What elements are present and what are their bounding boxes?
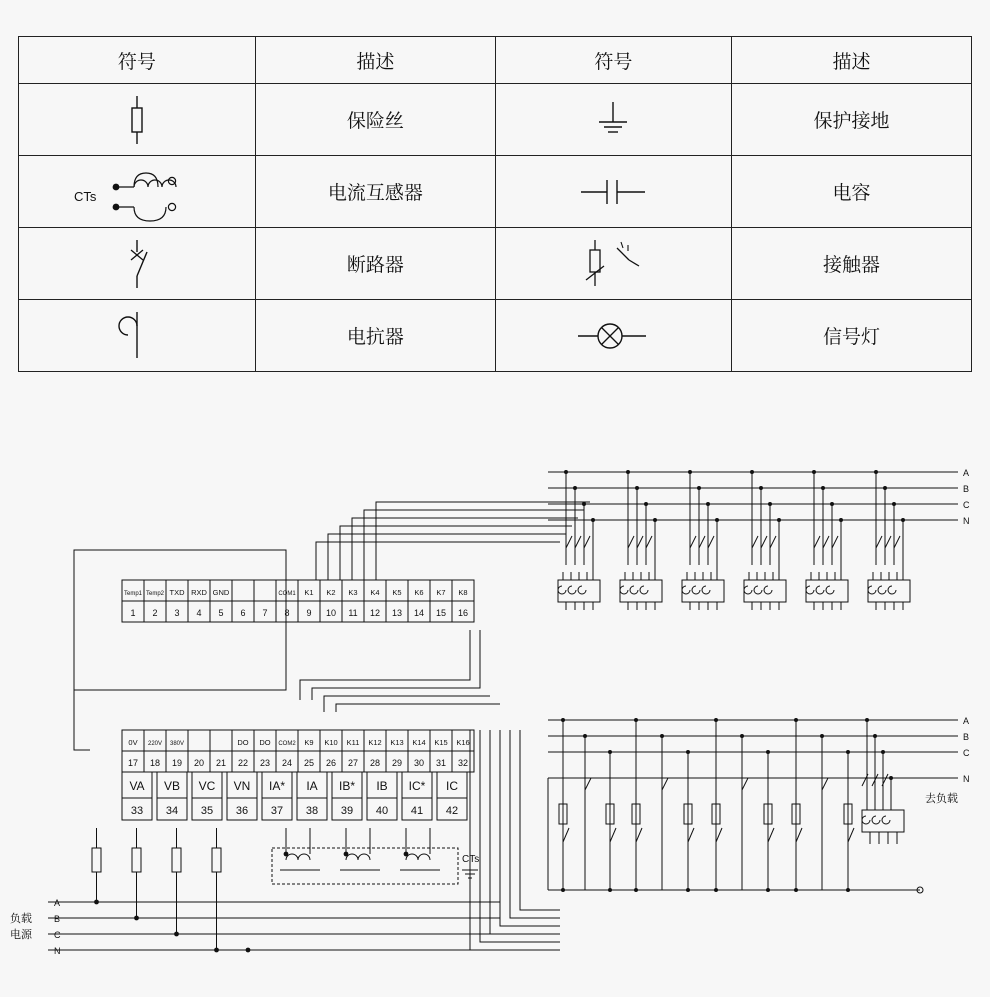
mid-terminal-block	[122, 730, 474, 772]
mid-terminal-name-label: K12	[368, 738, 382, 747]
bottom-terminal-name-label: IB	[376, 779, 388, 793]
mid-terminal-name-label: K15	[434, 738, 448, 747]
mid-terminal-name-label: DO	[259, 738, 271, 747]
top-terminal-name-label: GND	[212, 588, 230, 597]
current-transformer-icon	[19, 156, 256, 228]
top-terminal-block	[122, 580, 474, 622]
bus-label-n-bottom: N	[54, 946, 61, 956]
bus-label-c-top: C	[963, 500, 970, 510]
mid-terminal-number-label: 25	[303, 758, 315, 768]
top-terminal-name-label: COM1	[278, 591, 296, 597]
mid-terminal-number-label: 21	[215, 758, 227, 768]
top-terminal-number-label: 14	[413, 608, 425, 618]
top-terminal-name-label: K2	[326, 588, 336, 597]
top-terminal-name-cell[interactable]	[232, 580, 254, 601]
bus-label-c-bottom: C	[54, 930, 61, 940]
bus-label-c-mid: C	[963, 748, 970, 758]
top-terminal-name-label: K3	[348, 588, 358, 597]
mid-terminal-name-label: 380V	[169, 741, 185, 747]
header-symbol-left: 符号	[19, 37, 256, 84]
bottom-terminal-number-label: 37	[270, 805, 284, 817]
top-terminal-name-label: K8	[458, 588, 468, 597]
bus-label-b-top: B	[963, 484, 970, 494]
bottom-terminal-number-label: 35	[200, 805, 214, 817]
signal-lamp-icon	[495, 300, 731, 372]
wiring-schematic	[0, 430, 990, 997]
contactor-icon	[495, 228, 731, 300]
bottom-terminal-name-label: IB*	[338, 779, 356, 793]
table-row	[19, 156, 972, 228]
mid-terminal-name-cell[interactable]	[188, 730, 210, 751]
top-terminal-name-label: K1	[304, 588, 314, 597]
bottom-terminal-number-label: 38	[305, 805, 319, 817]
mid-terminal-number-label: 29	[391, 758, 403, 768]
bottom-terminal-number-label: 33	[130, 805, 144, 817]
top-terminal-number-label: 12	[369, 608, 381, 618]
protective-earth-icon	[495, 84, 731, 156]
bus-label-b-bottom: B	[54, 914, 61, 924]
mid-terminal-name-label: K14	[412, 738, 426, 747]
header-symbol-right: 符号	[495, 37, 731, 84]
top-terminal-number-label: 15	[435, 608, 447, 618]
mid-terminal-name-label: K13	[390, 738, 404, 747]
capacitor-label: 电容	[731, 156, 971, 228]
mid-terminal-name-label: DO	[237, 738, 249, 747]
protective-earth-label: 保护接地	[731, 84, 971, 156]
mid-terminal-number-label: 17	[127, 758, 139, 768]
top-terminal-number-label: 7	[262, 608, 268, 618]
mid-terminal-name-label: K16	[456, 738, 470, 747]
top-terminal-name-label: RXD	[191, 588, 207, 597]
top-terminal-name-cell[interactable]	[254, 580, 276, 601]
capacitor-icon	[495, 156, 731, 228]
load-label: 去负载	[925, 793, 958, 805]
bottom-terminal-number-label: 41	[410, 805, 424, 817]
top-terminal-name-label: Temp1	[123, 591, 143, 597]
bottom-terminal-number-label: 42	[445, 805, 459, 817]
mid-terminal-number-label: 19	[171, 758, 183, 768]
reactor-icon	[19, 300, 256, 372]
mid-terminal-number-label: 32	[457, 758, 469, 768]
bottom-terminal-name-label: VN	[233, 779, 251, 793]
bottom-terminal-name-label: VB	[163, 779, 181, 793]
top-terminal-number-label: 9	[306, 608, 312, 618]
bottom-terminal-name-label: IC	[446, 779, 458, 793]
mid-terminal-number-label: 23	[259, 758, 271, 768]
top-terminal-name-label: K5	[392, 588, 402, 597]
mid-terminal-number-label: 26	[325, 758, 337, 768]
top-terminal-number-label: 11	[348, 608, 358, 618]
top-terminal-number-label: 6	[240, 608, 246, 618]
bottom-terminal-name-label: IA*	[268, 779, 286, 793]
mid-terminal-number-label: 22	[237, 758, 249, 768]
top-terminal-number-label: 16	[457, 608, 469, 618]
bus-label-n-mid: N	[963, 774, 970, 784]
mid-terminal-number-label: 18	[149, 758, 161, 768]
top-terminal-name-label: TXD	[169, 588, 185, 597]
bus-label-b-mid: B	[963, 732, 970, 742]
bottom-terminal-name-label: IC*	[408, 779, 426, 793]
top-terminal-number-label: 2	[152, 608, 158, 618]
mid-terminal-number-label: 24	[281, 758, 293, 768]
mid-terminal-name-label: K11	[346, 738, 360, 747]
current-transformer-label: 电流互感器	[255, 156, 495, 228]
fuse-icon	[19, 84, 256, 156]
header-desc-right: 描述	[731, 37, 971, 84]
top-terminal-number-label: 4	[196, 608, 202, 618]
top-terminal-name-label: K7	[436, 588, 446, 597]
table-row	[19, 300, 972, 372]
mid-terminal-name-label: 0V	[128, 738, 138, 747]
source-label-line1: 负载	[10, 913, 32, 925]
bottom-terminal-number-label: 36	[235, 805, 249, 817]
top-terminal-number-label: 8	[284, 608, 290, 618]
schematic-svg	[0, 430, 990, 997]
mid-terminal-name-label: 220V	[147, 741, 163, 747]
top-terminal-name-label: Temp2	[145, 591, 165, 597]
top-terminal-name-label: K6	[414, 588, 424, 597]
ct-symbol-label: CTs	[73, 188, 97, 204]
bus-label-a-mid: A	[963, 716, 970, 726]
mid-terminal-number-label: 30	[413, 758, 425, 768]
top-terminal-name-label: K4	[370, 588, 380, 597]
source-label-line2: 电源	[10, 929, 32, 941]
top-terminal-number-label: 13	[391, 608, 403, 618]
bottom-terminal-name-label: VC	[198, 779, 216, 793]
bottom-terminal-name-label: VA	[129, 779, 145, 793]
signal-lamp-label: 信号灯	[731, 300, 971, 372]
header-desc-left: 描述	[255, 37, 495, 84]
circuit-breaker-label: 断路器	[255, 228, 495, 300]
mid-terminal-name-label: K10	[324, 738, 338, 747]
mid-terminal-number-label: 20	[193, 758, 205, 768]
bottom-terminal-number-label: 34	[165, 805, 179, 817]
bus-label-n-top: N	[963, 516, 970, 526]
fuse-label: 保险丝	[255, 84, 495, 156]
bottom-terminal-number-label: 39	[340, 805, 354, 817]
mid-terminal-number-label: 27	[347, 758, 359, 768]
contactor-label: 接触器	[731, 228, 971, 300]
mid-terminal-name-label: K9	[304, 738, 314, 747]
bus-label-a-bottom: A	[54, 898, 61, 908]
top-terminal-number-label: 1	[130, 608, 136, 618]
mid-terminal-name-cell[interactable]	[210, 730, 232, 751]
top-terminal-number-label: 3	[174, 608, 180, 618]
table-header-row	[19, 37, 972, 84]
reactor-label: 电抗器	[255, 300, 495, 372]
bottom-terminal-block	[122, 772, 467, 820]
bottom-terminal-name-label: IA	[306, 779, 318, 793]
mid-terminal-number-label: 31	[435, 758, 447, 768]
top-terminal-number-label: 5	[218, 608, 224, 618]
top-terminal-number-label: 10	[325, 608, 337, 618]
bus-label-a-top: A	[963, 468, 970, 478]
table-row	[19, 228, 972, 300]
symbol-legend-table	[18, 36, 972, 372]
mid-terminal-name-label: COM2	[278, 741, 296, 747]
table-row	[19, 84, 972, 156]
ct-label: CTs	[462, 854, 480, 865]
mid-terminal-number-label: 28	[369, 758, 381, 768]
bottom-terminal-number-label: 40	[375, 805, 389, 817]
circuit-breaker-icon	[19, 228, 256, 300]
